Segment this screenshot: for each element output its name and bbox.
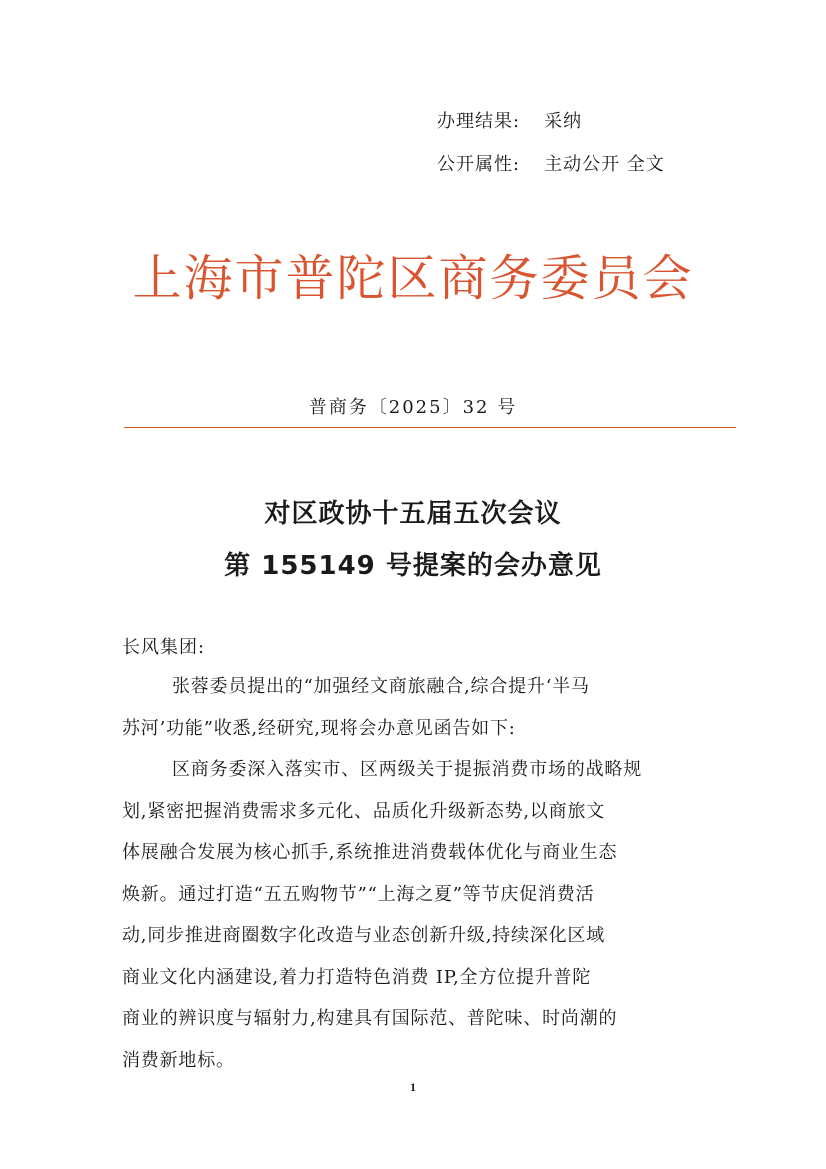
salutation: 长风集团: xyxy=(122,637,206,658)
issuing-organization: 上海市普陀区商务委员会 xyxy=(132,250,694,307)
body-line: 张蓉委员提出的“加强经文商旅融合,综合提升‘半马 xyxy=(172,676,590,697)
disclosure-value: 主动公开 全文 xyxy=(544,154,665,175)
document-number: 普商务〔2025〕32 号 xyxy=(308,397,518,418)
body-line: 商业文化内涵建设,着力打造特色消费 IP,全方位提升普陀 xyxy=(122,967,592,988)
document-title-line-2: 第 155149 号提案的会办意见 xyxy=(224,551,602,581)
page-number: 1 xyxy=(410,1080,416,1094)
body-line: 苏河’功能”收悉,经研究,现将会办意见函告如下: xyxy=(122,718,516,739)
body-line: 商业的辨识度与辐射力,构建具有国际范、普陀味、时尚潮的 xyxy=(122,1008,618,1029)
body-line: 动,同步推进商圈数字化改造与业态创新升级,持续深化区域 xyxy=(122,925,606,946)
handling-result-value: 采纳 xyxy=(544,111,583,132)
body-line: 体展融合发展为核心抓手,系统推进消费载体优化与商业生态 xyxy=(122,842,618,863)
handling-result-label: 办理结果: xyxy=(437,111,521,132)
body-line: 划,紧密把握消费需求多元化、品质化升级新态势,以商旅文 xyxy=(122,801,606,822)
body-line: 区商务委深入落实市、区两级关于提振消费市场的战略规 xyxy=(172,759,642,780)
document-title-line-1: 对区政协十五届五次会议 xyxy=(264,499,562,529)
body-line: 消费新地标。 xyxy=(122,1050,235,1071)
body-line: 焕新。通过打造“五五购物节”“上海之夏”等节庆促消费活 xyxy=(122,884,595,905)
disclosure-attribute xyxy=(437,150,665,176)
handling-result xyxy=(437,107,582,133)
disclosure-label: 公开属性: xyxy=(437,154,521,175)
red-divider xyxy=(124,427,736,428)
